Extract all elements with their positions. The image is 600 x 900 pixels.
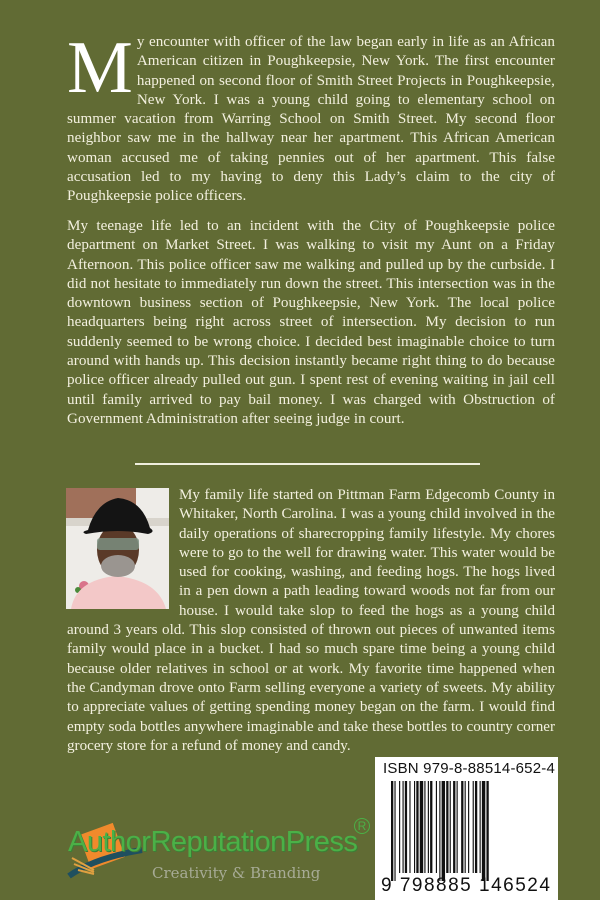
barcode-bar xyxy=(446,781,448,873)
isbn-barcode-box xyxy=(375,757,558,900)
publisher-name: AuthorReputationPress xyxy=(68,826,358,858)
barcode-digits: 9 798885 146524 xyxy=(381,875,552,896)
barcode-bar xyxy=(473,781,474,873)
intro-paragraph xyxy=(67,27,555,207)
family-paragraph-text: My family life started on Pittman Farm Edgecomb County in Whitaker, North Carolina. I was a young child involved in the daily operations of sharecropping family lifestyle. My chores were to go to the well for drawing water. This water would be used for cooking, washing, and feeding hogs. The hogs lived in a pen down a path leading toward woods not far from our house. I would take slop to feed the hogs as a young child around 3 years old. This slop consisted of thrown out pieces of unwanted items family would place in a bucket. I had so much spare time being a young child because older relatives in school or at work. My favorite time happened when the Candyman drove onto Farm selling everyone a variety of sweets. My ability to appreciate values of getting spending money began on the farm. I would find empty soda bottles anywhere imaginable and take these bottles to country corner grocery store for a refund of money and candy. xyxy=(67,487,555,754)
registered-mark: R xyxy=(354,818,370,834)
barcode-bar xyxy=(442,781,445,881)
barcode-bar xyxy=(457,781,458,873)
barcode-bar xyxy=(430,781,432,873)
barcode-bar xyxy=(403,781,404,873)
family-paragraph xyxy=(67,486,555,756)
barcode-bar xyxy=(428,781,429,873)
barcode-bar xyxy=(461,781,463,873)
barcode-bar xyxy=(394,781,395,881)
barcode-bar xyxy=(420,781,423,873)
barcode-bar xyxy=(391,781,393,881)
barcode-bar xyxy=(399,781,400,873)
drop-cap: M xyxy=(67,27,133,109)
barcode-bar xyxy=(416,781,418,873)
teenage-paragraph: My teenage life led to an incident with the City of Poughkeepsie police department on Market Street. I was walking to visit my Aunt on a Friday Afternoon. This police officer saw me walking and pulled up by the curbside. I did not hesitate to immediately run down the street. This intersection was in the downtown business section of Poughkeepsie, New York. The local police headquarters being right across street of intersection. My decision to run suddenly seemed to be wrong choice. I decided best imaginable choice to turn around with hands up. This decision instantly became right thing to do because police officer already pulled out gun. I spent rest of evening waiting in jail cell until family arrived to pay bail money. I was charged with Obstruction of Government Administration after seeing judge in court. xyxy=(67,218,555,427)
barcode-bar xyxy=(424,781,425,873)
barcode-bar xyxy=(405,781,407,873)
barcode-bar xyxy=(409,781,410,873)
barcode-bar xyxy=(439,781,440,881)
isbn-label: ISBN 979-8-88514-652-4 xyxy=(383,760,556,777)
barcode-bar xyxy=(475,781,477,873)
barcode-bar xyxy=(482,781,485,881)
section-divider xyxy=(135,463,480,465)
barcode-bar xyxy=(486,781,488,881)
barcode-bar xyxy=(414,781,415,873)
barcode-bar xyxy=(450,781,451,873)
photo-spacer xyxy=(67,486,179,618)
publisher-tagline: Creativity & Branding xyxy=(152,864,321,882)
barcode-bar xyxy=(453,781,455,873)
barcode-bar xyxy=(436,781,437,873)
intro-paragraph-text: y encounter with officer of the law began early in life as an African American citizen in Poughkeepsie, New York. The first encounter happened on second floor of Smith Street Projects in Poughkeepsie, New York. I was a young child going to elementary school on summer vacation from Warring School on Smith Street. My second floor neighbor saw me in the hallway near her apartment. This African American woman accused me of taking pennies out of her apartment. This false accusation led to my having to deny this Lady’s claim to the city of Poughkeepsie police officers. xyxy=(67,34,555,205)
barcode-bar xyxy=(468,781,469,873)
publisher-logo xyxy=(64,818,374,893)
barcode-bar xyxy=(465,781,466,873)
barcode-bar xyxy=(480,781,481,873)
barcode xyxy=(391,781,541,881)
